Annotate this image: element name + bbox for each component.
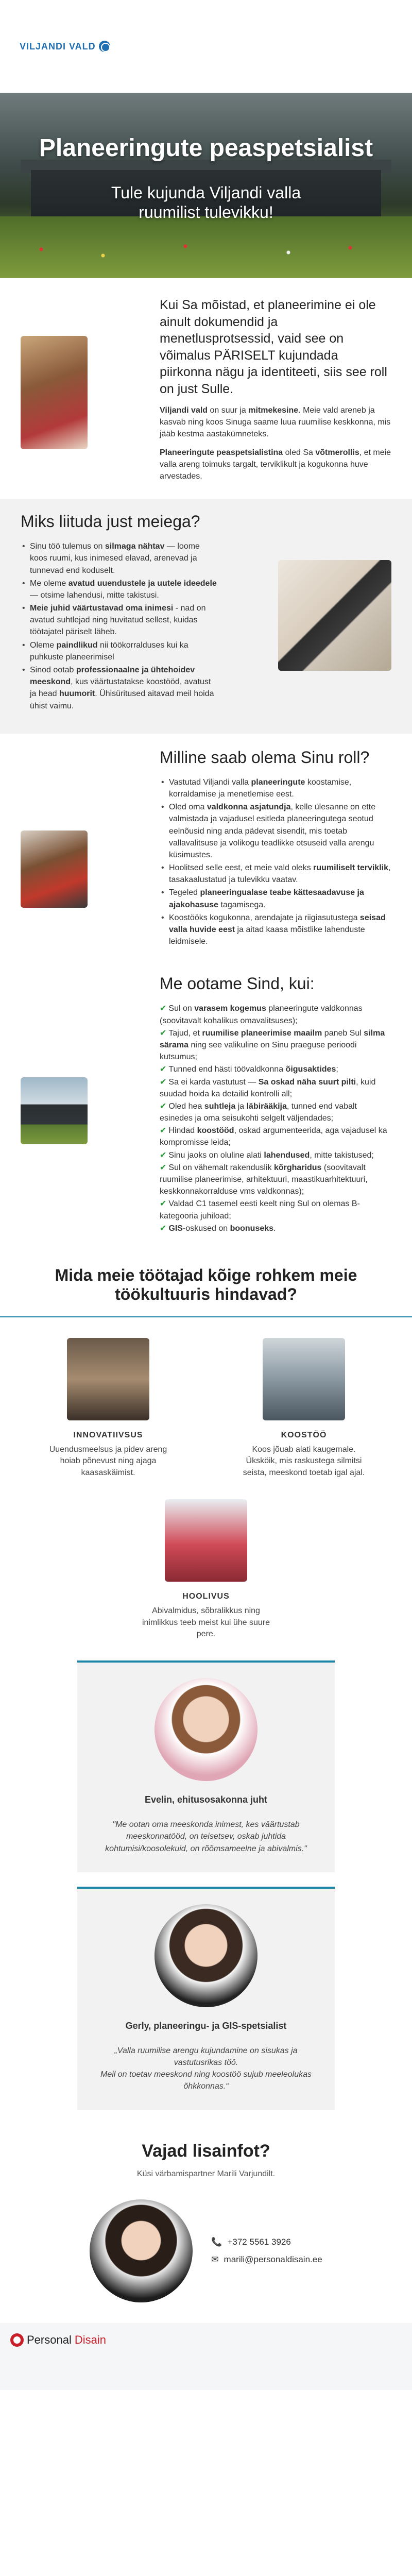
personaldisain-mark-icon: [10, 2333, 24, 2347]
brand-part-a: Personal: [27, 2333, 72, 2346]
testimonial-quote: „Valla ruumilise arengu kujundamine on sisukas ja vastutusrikas töö. Meil on toetav meeskond ning koostöö sujub meeleolukas õhkkonnas.“: [100, 2046, 312, 2091]
expect-item: ✔ Oled hea suhtleja ja läbirääkija, tunned end vabalt esinedes ja oma seisukohti selgelt väljendades;: [160, 1101, 357, 1123]
value-card-title: HOOLIVUS: [182, 1592, 230, 1601]
testimonial-avatar: [154, 1678, 258, 1781]
expect-item: ✔ GIS-oskused on boonuseks.: [160, 1224, 276, 1233]
top-bar: [0, 0, 412, 93]
testimonial-quote: "Me ootan oma meeskonda inimest, kes väärtustab meeskonnatööd, on teisetsev, oskab juhtida kohtumisi/koosolekuid, on rõõmsameelne ja abivalmis.": [105, 1820, 307, 1853]
why-item: • Oleme paindlikud nii töökorralduses kui ka puhkuste planeerimisel: [21, 639, 218, 663]
hero-title: Planeeringute peaspetsialist: [39, 134, 373, 162]
phone-text: +372 5561 3926: [227, 2236, 291, 2247]
email-icon: ✉: [211, 2254, 219, 2264]
contact-section: [0, 2110, 412, 2323]
role-item: • Tegeled planeeringualase teabe kättesaadavuse ja ajakohasuse tagamisega.: [160, 887, 391, 910]
contact-block: [0, 2199, 412, 2302]
check-icon: ✔: [160, 1028, 167, 1038]
testimonial-name: Evelin, ehitusosakonna juht: [144, 1794, 268, 1805]
values-title: Mida meie töötajad kõige rohkem meie töökultuuris hindavad?: [55, 1265, 357, 1303]
role-title: Milline saab olema Sinu roll?: [160, 748, 370, 767]
expect-item: ✔ Hindad koostööd, oskad argumenteerida, aga vajadusel ka kompromisse leida;: [160, 1126, 387, 1147]
role-item: • Koostööks kogukonna, arendajate ja riigiasutustega seisad valla huvide eest ja aitad kaasa mõistlike lahenduste leidmisele.: [160, 912, 391, 948]
phone-row[interactable]: [211, 2237, 322, 2247]
intro-text: oled Sa: [283, 448, 316, 457]
check-icon: ✔: [160, 1150, 167, 1160]
email-row[interactable]: [211, 2255, 322, 2265]
check-icon: ✔: [160, 1004, 167, 1013]
hero-subtitle: Tule kujunda Viljandi valla ruumilist tulevikku!: [111, 183, 301, 222]
testimonial-avatar: [154, 1904, 258, 2007]
intro-text: on suur ja: [208, 406, 249, 415]
expect-item: ✔ Sinu jaoks on oluline alati lahendused, mitte takistused;: [160, 1150, 374, 1160]
expect-item: ✔ Tajud, et ruumilise planeerimise maailm paneb Sul silma särama ning see valikuline on Sinu praeguse perioodi kutsumus;: [160, 1028, 385, 1062]
viljandi-vald-logo[interactable]: [20, 41, 110, 52]
check-icon: ✔: [160, 1163, 167, 1172]
testimonial-card: [77, 1660, 335, 1872]
role-photo: [21, 831, 88, 908]
phone-icon: 📞: [211, 2236, 222, 2247]
why-list: [21, 540, 218, 713]
footer: [0, 2323, 412, 2390]
value-card-text: Uuendusmeelsus ja pidev areng hoiab põnevust ning ajaga kaasaskäimist.: [49, 1445, 167, 1477]
intro-bold: võtmerollis: [315, 448, 359, 457]
globe-icon: [99, 41, 110, 52]
why-section: [0, 499, 412, 734]
values-cards-row: [0, 1338, 412, 1479]
hero-flowers: [0, 237, 412, 268]
why-title: Miks liituda just meiega?: [21, 512, 200, 531]
personaldisain-logo[interactable]: [10, 2333, 106, 2347]
role-item: • Oled oma valdkonna asjatundja, kelle ülesanne on ette valmistada ja vajadusel esitleda planeeringutega seotud eelnõusid ning anda pädevat sisendit, mis toetab vallavalitsuse ja volikogu teadlikke otsuseid valla arengu küsimustes.: [160, 801, 391, 861]
why-photo: [278, 560, 391, 671]
contact-rows: [211, 2230, 322, 2272]
testimonial-card: [77, 1887, 335, 2110]
expect-item: ✔ Sul on vähemalt rakenduslik kõrgharidus (soovitavalt ruumilise planeerimise, arhitektuuri, maastikuarhitektuuri, keskkonnakorralduse vms valdkonnas);: [160, 1163, 368, 1196]
logo-text: VILJANDI VALD: [20, 41, 96, 52]
value-card-caring: [139, 1499, 273, 1640]
value-card-title: INNOVATIIVSUS: [73, 1430, 143, 1439]
role-section: [0, 734, 412, 964]
intro-bold: mitmekesine: [248, 406, 299, 415]
intro-section: [0, 278, 412, 499]
email-text: marili@personaldisain.ee: [224, 2254, 322, 2264]
values-cards-row-2: [0, 1499, 412, 1640]
innovation-photo: [67, 1338, 149, 1420]
why-item: • Meie juhid väärtustavad oma inimesi - nad on avatud suhtlejad ning huvitatud sellest, kuidas töötajatel päriselt läheb.: [21, 602, 218, 638]
check-icon: ✔: [160, 1065, 167, 1074]
caring-photo: [165, 1499, 247, 1582]
role-item: • Hoolitsed selle eest, et meie vald oleks ruumiliselt terviklik, tasakaalustatud ja tulevikku vaatav.: [160, 862, 391, 886]
intro-paragraph-2: [160, 447, 391, 483]
brand-part-b: Disain: [74, 2333, 106, 2346]
value-card-text: Abivalmidus, sõbralikkus ning inimlikkus teeb meist kui ühe suure pere.: [142, 1606, 270, 1638]
check-icon: ✔: [160, 1126, 167, 1136]
expect-item: ✔ Sa ei karda vastutust — Sa oskad näha suurt pilti, kuid suudad hoida ka detailid kontrolli all;: [160, 1077, 376, 1098]
role-item: • Vastutad Viljandi valla planeeringute koostamise, korraldamise ja menetlemise eest.: [160, 776, 391, 800]
intro-bold: Planeeringute peaspetsialistina: [160, 448, 283, 457]
values-section: [0, 1256, 412, 1640]
expect-item: ✔ Tunned end hästi töövaldkonna õigusaktides;: [160, 1065, 338, 1074]
intro-bold: Viljandi vald: [160, 406, 208, 415]
why-item: • Sinod ootab professionaalne ja ühtehoidev meeskond, kus väärtustatakse koostööd, avatust ja head huumorit. Ühisüritused aitavad meil hoida ühist vaimu.: [21, 664, 218, 712]
values-divider: [0, 1316, 412, 1317]
testimonial-name: Gerly, planeeringu- ja GIS-spetsialist: [125, 2020, 287, 2031]
intro-photo: [21, 336, 88, 449]
testimonials-section: [0, 1640, 412, 2110]
cooperation-photo: [263, 1338, 345, 1420]
check-icon: ✔: [160, 1224, 167, 1233]
expect-title: Me ootame Sind, kui:: [160, 974, 315, 993]
why-item: • Me oleme avatud uuendustele ja uutele ideedele — otsime lahendusi, mitte takistusi.: [21, 578, 218, 601]
intro-text: . Meie vald areneb ja kasvab ning koos Sinuga saame luua ruumilise keskkonna, mis jääb kestma aastakümneteks.: [160, 406, 391, 439]
check-icon: ✔: [160, 1077, 167, 1087]
value-card-title: KOOSTÖÖ: [281, 1430, 327, 1439]
role-list: [160, 776, 391, 948]
value-card-text: Koos jõuab alati kaugemale. Üksköik, mis raskustega silmitsi seista, meeskond toetab igal ajal.: [243, 1445, 365, 1477]
why-item: • Sinu töö tulemus on silmaga nähtav — loome koos ruumi, kus inimesed elavad, arenevad ja tunnevad end koduselt.: [21, 540, 218, 577]
contact-subtitle: Küsi värbamispartner Marili Varjundilt.: [136, 2169, 276, 2178]
intro-lead: Kui Sa mõistad, et planeerimine ei ole ainult dokumendid ja menetlusprotsessid, vaid see on võimalus PÄRISELT kujundada piirkonna nägu ja identiteeti, siis see roll on just Sulle.: [160, 298, 387, 396]
hero-banner: [0, 93, 412, 278]
expect-photo: [21, 1077, 88, 1144]
expect-list: [160, 1003, 391, 1234]
check-icon: ✔: [160, 1199, 167, 1209]
check-icon: ✔: [160, 1101, 167, 1111]
expect-item: ✔ Sul on varasem kogemus planeeringute valdkonnas (soovitavalt kohalikus omavalitsuses);: [160, 1004, 363, 1025]
value-card-cooperation: [237, 1338, 371, 1479]
recruiter-photo: [90, 2199, 193, 2302]
expect-section: [0, 964, 412, 1256]
intro-paragraph-1: [160, 404, 391, 440]
contact-title: Vajad lisainfot?: [142, 2141, 270, 2161]
expect-item: ✔ Valdad C1 tasemel eesti keelt ning Sul on olemas B-kategooria juhiload;: [160, 1199, 360, 1221]
intro-text: , et meie valla areng toimuks targalt, terviklikult ja kogukonna huve arvestades.: [160, 448, 391, 481]
value-card-innovation: [41, 1338, 175, 1479]
